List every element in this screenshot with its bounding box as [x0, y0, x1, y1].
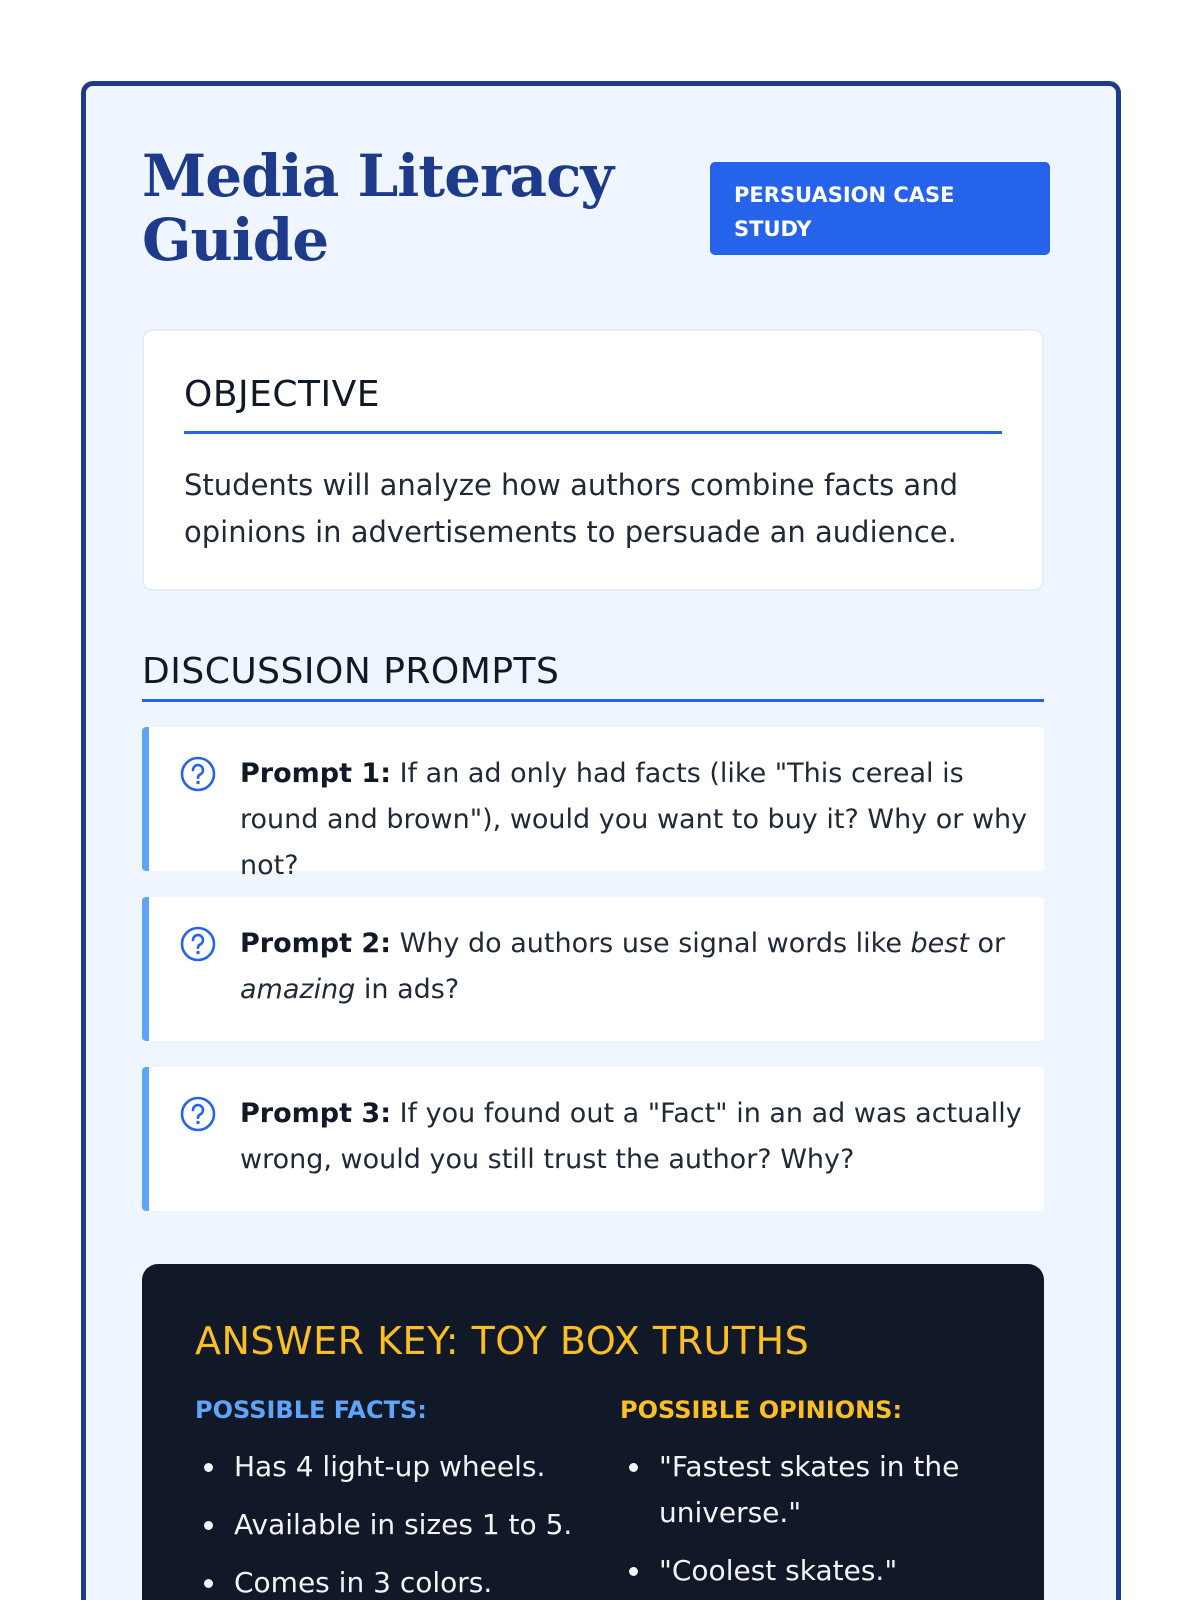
question-circle-icon — [179, 1095, 217, 1133]
question-circle-icon — [179, 925, 217, 963]
prompt-label-3: Prompt 3: — [240, 1098, 392, 1129]
opinions-list — [620, 1444, 1000, 1594]
prompt-text-2 — [240, 921, 1030, 1013]
prompt-body-2c: in ads? — [355, 974, 460, 1005]
signal-word-amazing: amazing — [240, 974, 356, 1005]
prompt-text-3 — [240, 1091, 1030, 1183]
facts-list — [195, 1444, 575, 1600]
prompt-body-1: If an ad only had facts (like "This cereal is round and brown"), would you want to buy it? Why or why not? — [240, 758, 1028, 881]
guide-header — [142, 142, 1044, 282]
answer-key-title: ANSWER KEY: TOY BOX TRUTHS — [195, 1319, 810, 1363]
opinions-column — [620, 1394, 1000, 1600]
prompt-label-1: Prompt 1: — [240, 758, 392, 789]
prompt-body-2b: or — [968, 928, 1006, 959]
question-circle-icon — [179, 755, 217, 793]
signal-word-best: best — [910, 928, 969, 959]
objective-heading: OBJECTIVE — [184, 373, 1002, 434]
prompt-card-1 — [142, 727, 1044, 881]
prompt-body-2a: Why do authors use signal words like — [391, 928, 911, 959]
facts-column — [195, 1394, 575, 1600]
page-title: Media Literacy Guide — [142, 142, 614, 274]
prompt-card-2 — [142, 897, 1044, 1041]
case-study-badge: PERSUASION CASE STUDY — [710, 162, 1050, 255]
list-item: Available in sizes 1 to 5. — [195, 1502, 575, 1548]
list-item: "Coolest skates." — [620, 1548, 1000, 1594]
objective-section — [142, 329, 1044, 591]
opinions-heading: POSSIBLE OPINIONS: — [620, 1396, 903, 1424]
prompt-body-3: If you found out a "Fact" in an ad was actually wrong, would you still trust the author? Why? — [240, 1098, 1022, 1175]
list-item: Has 4 light-up wheels. — [195, 1444, 575, 1490]
discussion-heading: DISCUSSION PROMPTS — [142, 650, 1044, 702]
prompt-text-1 — [240, 751, 1030, 889]
list-item: Comes in 3 colors. — [195, 1560, 575, 1600]
prompt-card-3 — [142, 1067, 1044, 1211]
facts-heading: POSSIBLE FACTS: — [195, 1396, 427, 1424]
answer-key-panel — [142, 1264, 1044, 1600]
list-item: "Fastest skates in the universe." — [620, 1444, 1000, 1536]
guide-card — [81, 81, 1121, 1600]
prompt-label-2: Prompt 2: — [240, 928, 392, 959]
objective-text: Students will analyze how authors combine facts and opinions in advertisements to persuade an audience. — [184, 468, 958, 549]
